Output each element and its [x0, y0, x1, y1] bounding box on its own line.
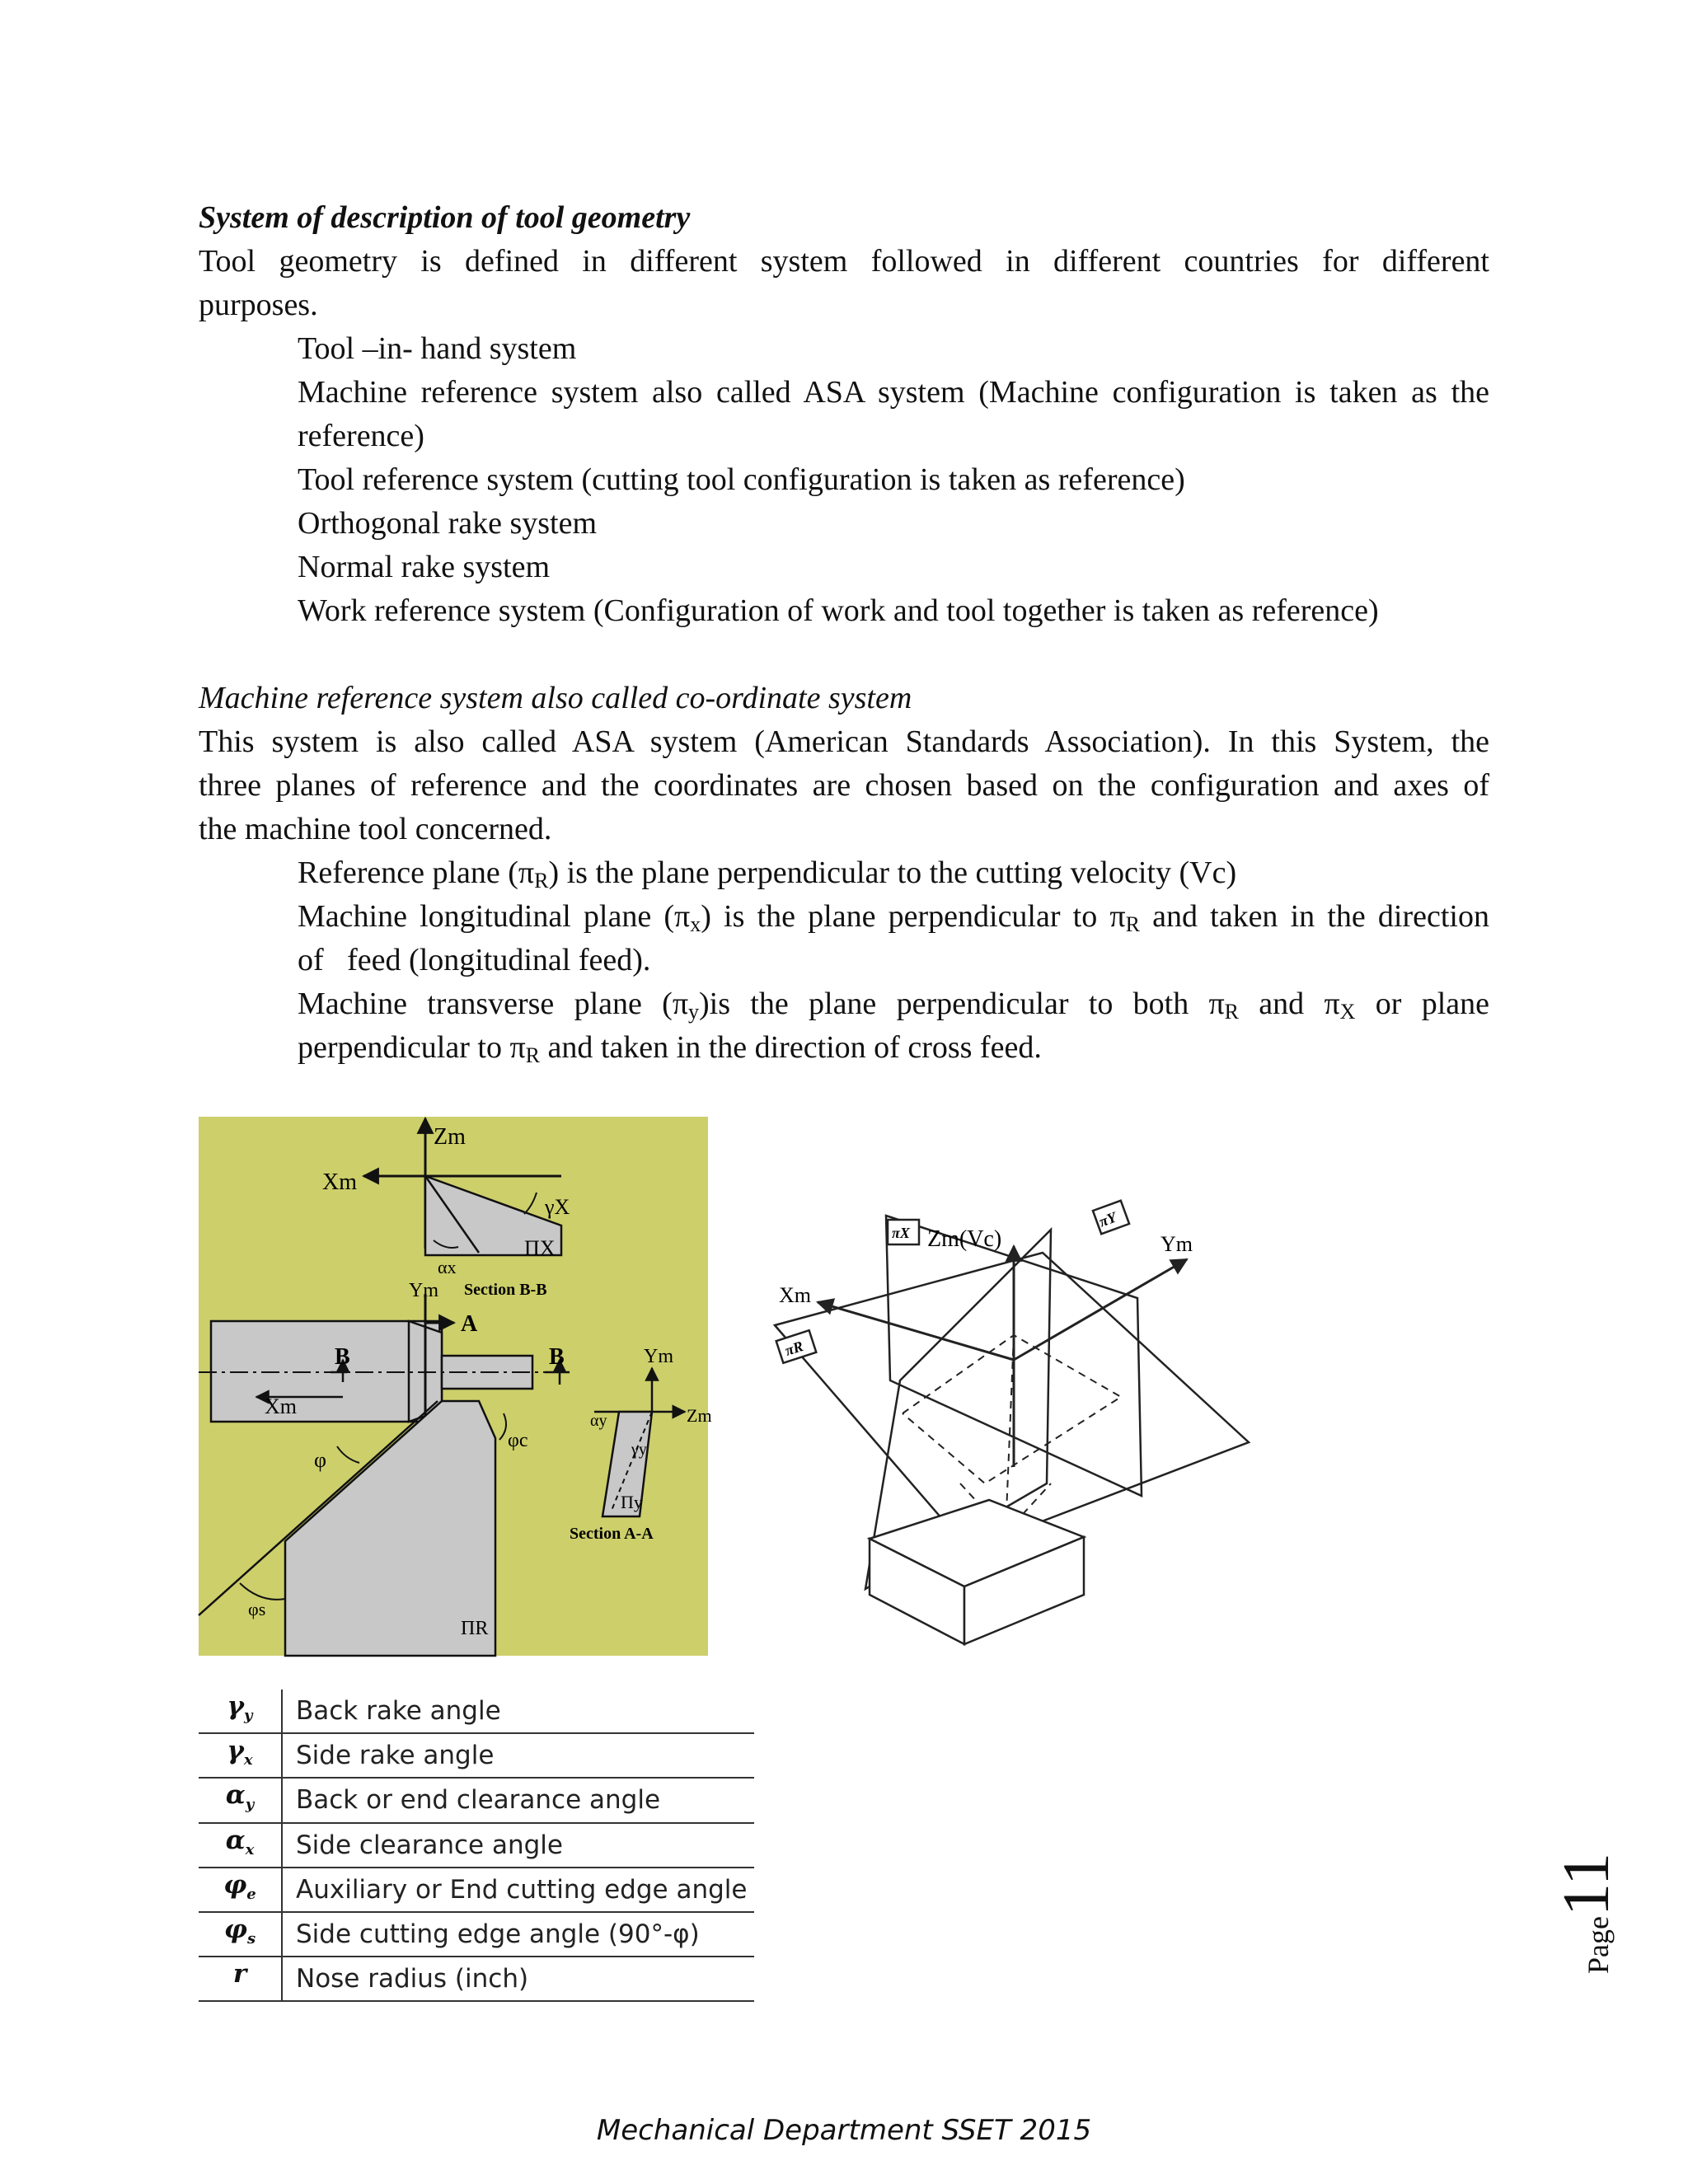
xm-axis: [818, 1302, 1014, 1360]
pi-r-tag: πR: [782, 1338, 805, 1359]
section-heading-machine-reference: Machine reference system also called co-ordinate system: [199, 681, 912, 715]
section-b-marker-right: B: [549, 1344, 565, 1370]
symbol-description: Back rake angle: [282, 1690, 754, 1733]
transverse-plane-definition: Machine transverse plane $(\pi_y)is$ the plane perpendicular to both $\pi_R$ and $\pi_X$ or plane: [298, 987, 1489, 1024]
table-row: $\varphi_s$ Side cutting edge angle (90°-φ): [199, 1912, 754, 1957]
zm-section-label: Zm: [687, 1405, 712, 1426]
longitudinal-plane-definition-continued: of feed (longitudinal feed).: [298, 943, 651, 977]
xm-shank-label: Xm: [265, 1394, 297, 1418]
intro-line-2: purposes.: [199, 288, 318, 322]
ym-axis-label: Ym: [1160, 1232, 1193, 1256]
system-item: Work reference system (Configuration of work and tool together is taken as reference): [298, 593, 1379, 628]
symbol-table: [199, 1690, 754, 2002]
symbol-description: Back or end clearance angle: [282, 1778, 754, 1822]
page-number: [1550, 1852, 1623, 1974]
phi-s-label: φs: [248, 1599, 266, 1619]
ym-label: Ym: [409, 1280, 438, 1301]
pi-r-label: ΠR: [461, 1618, 489, 1639]
system-item-continued: reference): [298, 419, 424, 453]
zm-vc-label: Zm(Vc): [927, 1226, 1002, 1252]
table-row: r Nose radius (inch): [199, 1957, 754, 2001]
gamma-y-label: γy: [631, 1441, 647, 1459]
section-bb-label: Section B-B: [464, 1281, 547, 1299]
pi-x-tag: πX: [892, 1225, 910, 1241]
alpha-x-label: αx: [438, 1257, 457, 1277]
alpha-y-label: αy: [590, 1412, 607, 1430]
table-row: $\varphi_e$ Auxiliary or End cutting edge angle: [199, 1868, 754, 1912]
table-row: $\gamma_x$ Side rake angle: [199, 1733, 754, 1778]
paragraph-line: three planes of reference and the coordinates are chosen based on the configuration and axes of: [199, 768, 1489, 803]
symbol-description: Side rake angle: [282, 1733, 754, 1778]
intro-line-1: Tool geometry is defined in different system followed in different countries for different: [199, 244, 1489, 279]
system-item: Normal rake system: [298, 550, 551, 584]
system-item: Machine reference system also called ASA system (Machine configuration is taken as the: [298, 375, 1489, 410]
transverse-plane-definition-continued: perpendicular to $\pi_R$ and taken in the direction of cross feed.: [298, 1030, 1042, 1067]
pi-y-label: Πy: [621, 1492, 643, 1512]
system-item: Orthogonal rake system: [298, 506, 598, 541]
symbol-description: Side cutting edge angle (90°-φ): [282, 1912, 754, 1957]
pi-y-tag: πY: [1096, 1208, 1119, 1230]
longitudinal-plane-definition: Machine longitudinal plane $(\pi_x)$ is the plane perpendicular to $\pi_R$ and taken in the direction: [298, 899, 1489, 936]
gamma-x-label: γX: [545, 1195, 570, 1219]
phi-c-label: φc: [508, 1430, 528, 1451]
reference-plane-definition: Reference plane $(\pi_R)$ is the plane perpendicular to the cutting velocity (Vc): [298, 855, 1237, 893]
table-row: $\gamma_y$ Back rake angle: [199, 1690, 754, 1733]
page-number-value: 11: [1550, 1852, 1623, 1917]
section-b-marker-left: B: [335, 1344, 350, 1370]
table-row: $\alpha_y$ Back or end clearance angle: [199, 1778, 754, 1822]
zm-label: Zm: [434, 1124, 466, 1150]
paragraph-line: This system is also called ASA system (American Standards Association). In this System, the: [199, 724, 1489, 759]
phi-label: φ: [314, 1448, 327, 1472]
ym-axis: [1014, 1259, 1187, 1360]
section-aa-label: Section A-A: [570, 1525, 654, 1543]
symbol-description: Auxiliary or End cutting edge angle: [282, 1868, 754, 1912]
pi-x-label: ΠX: [524, 1236, 556, 1260]
section-heading-tool-geometry: System of description of tool geometry: [199, 200, 691, 235]
footer: Mechanical Department SSET 2015: [596, 2114, 1092, 2147]
table-row: $\alpha_x$ Side clearance angle: [199, 1823, 754, 1868]
ym-section-label: Ym: [644, 1346, 673, 1367]
page-label: Page: [1582, 1916, 1615, 1974]
system-item: Tool reference system (cutting tool configuration is taken as reference): [298, 462, 1185, 497]
symbol-description: Nose radius (inch): [282, 1957, 754, 2001]
reference-planes-figure: [758, 1170, 1269, 1665]
symbol-description: Side clearance angle: [282, 1823, 754, 1868]
xm-label: Xm: [322, 1169, 357, 1195]
section-a-marker-top: A: [461, 1311, 478, 1337]
paragraph-line: the machine tool concerned.: [199, 812, 552, 846]
system-item: Tool –in- hand system: [298, 331, 577, 366]
tool-geometry-figure: [199, 1117, 712, 1656]
xm-axis-label: Xm: [779, 1283, 811, 1307]
